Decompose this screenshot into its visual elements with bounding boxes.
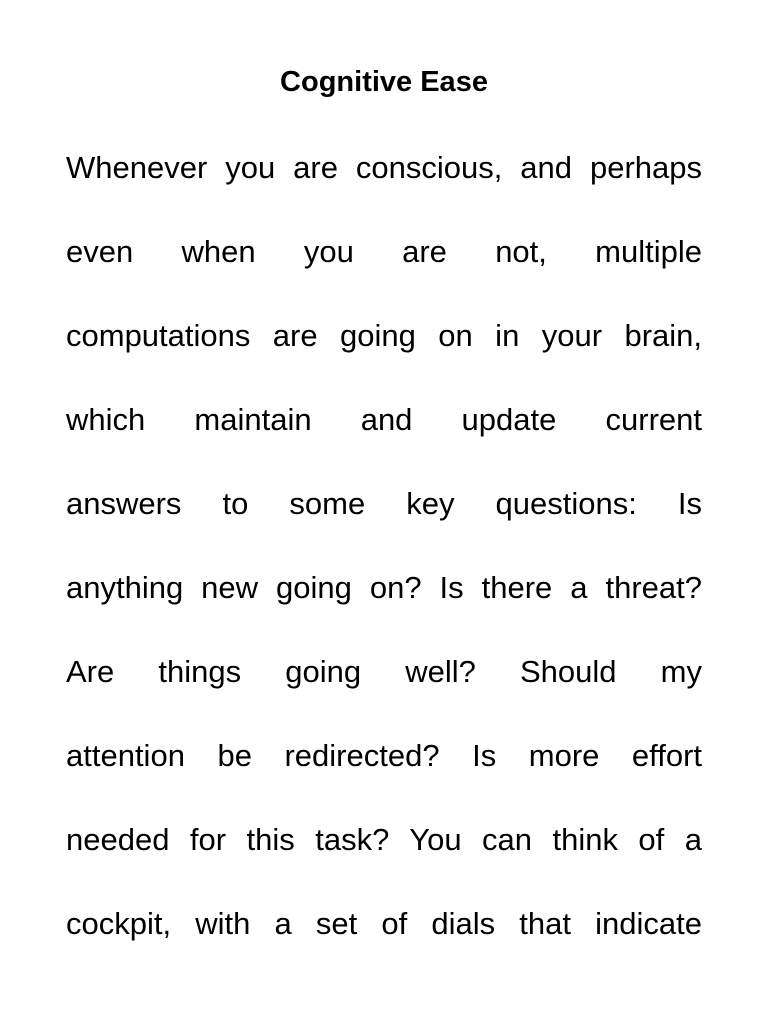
body-line: answers to some key questions: Is [66,486,702,521]
body-line: attention be redirected? Is more effort [66,738,702,773]
body-line: even when you are not, multiple [66,234,702,269]
body-line: needed for this task? You can think of a [66,822,702,857]
document-body [66,140,702,980]
body-line: Whenever you are conscious, and perhaps [66,150,702,185]
body-line: Are things going well? Should my [66,654,702,689]
document-title: Cognitive Ease [280,66,488,98]
body-line: anything new going on? Is there a threat? [66,570,702,605]
body-line: computations are going on in your brain, [66,318,702,353]
body-line: cockpit, with a set of dials that indicate [66,906,702,941]
body-line: which maintain and update current [66,402,702,437]
